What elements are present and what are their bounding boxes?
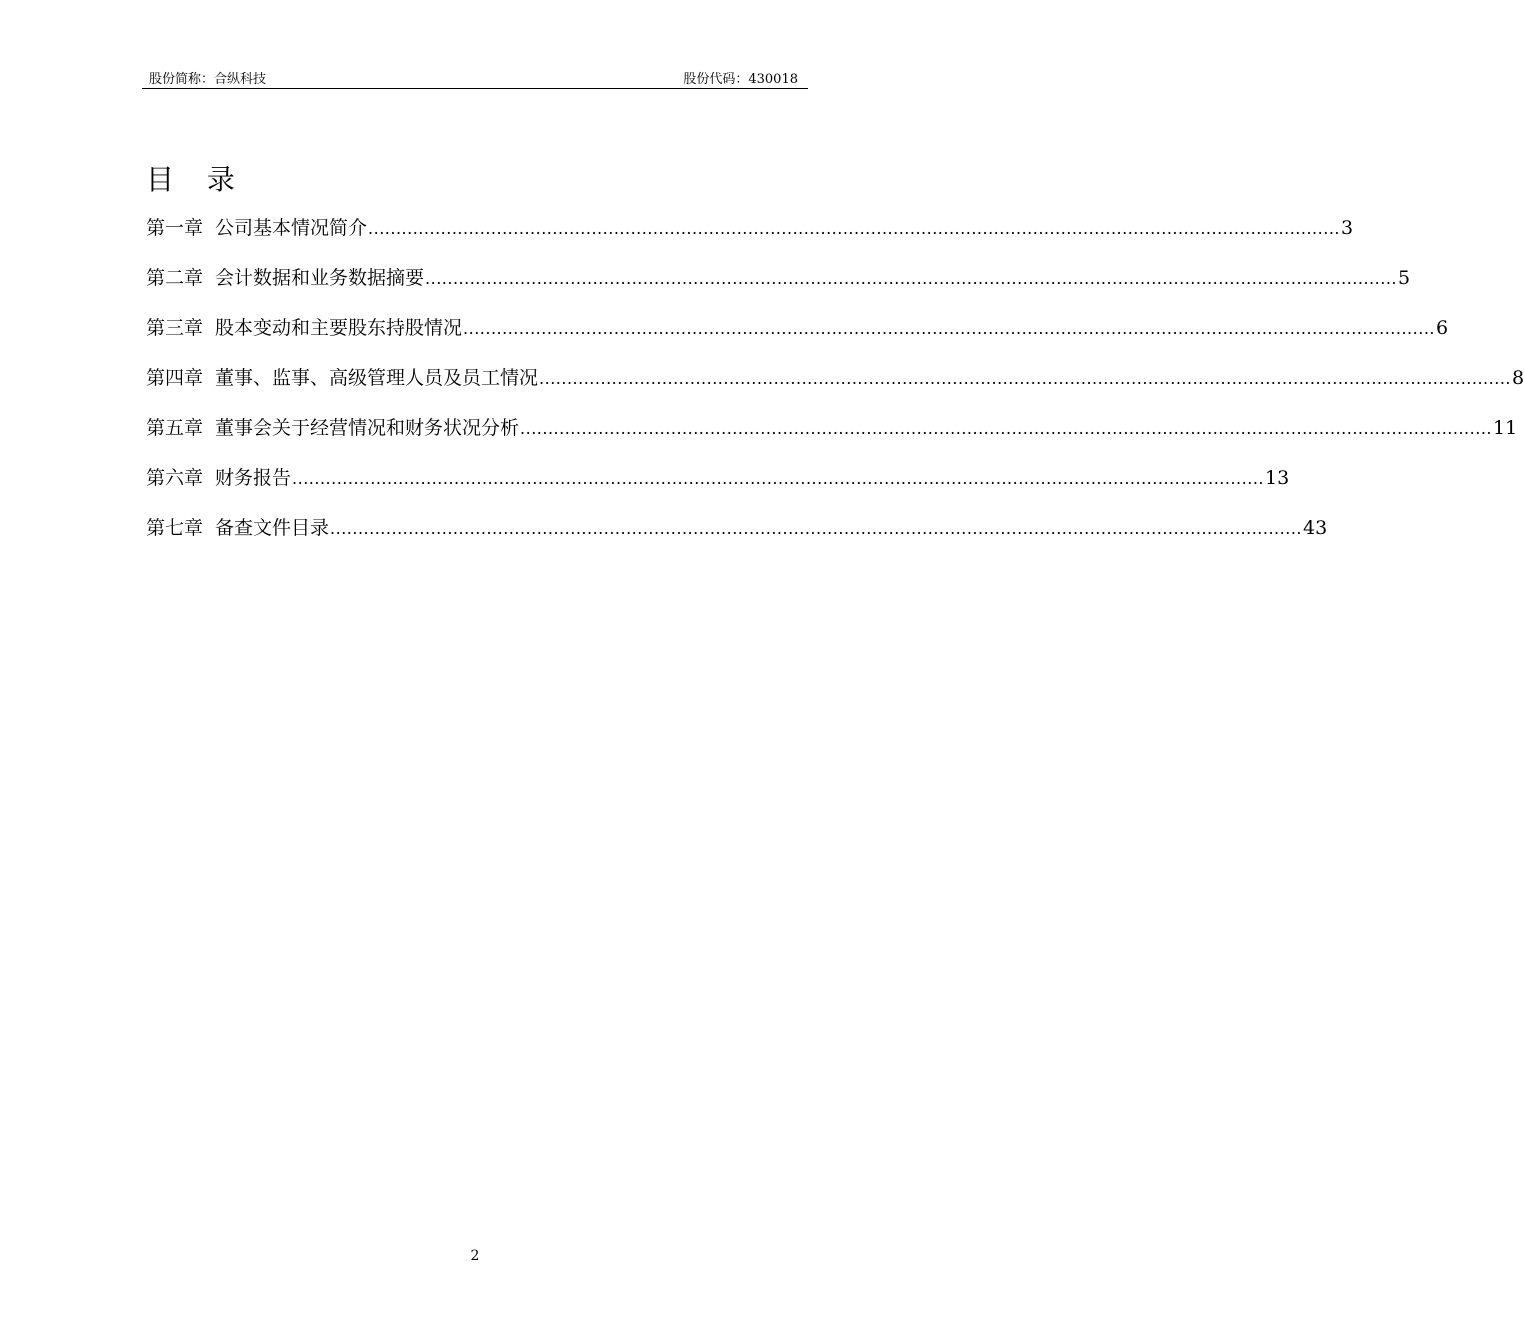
- toc-page-number: 43: [1302, 517, 1328, 539]
- toc-entry-chapter-7[interactable]: [146, 513, 1328, 563]
- toc-page-number: 5: [1397, 267, 1411, 289]
- page-header: [142, 66, 808, 89]
- toc-entry-chapter-4[interactable]: [146, 363, 1524, 413]
- toc-chapter-title: 备查文件目录: [215, 517, 330, 539]
- toc-dot-leader: ..............................................................................................................................................................................: [539, 369, 1511, 388]
- toc-dot-leader: ..............................................................................................................................................................................: [520, 419, 1492, 438]
- toc-chapter-title: 股本变动和主要股东持股情况: [215, 317, 463, 339]
- toc-entry-chapter-1[interactable]: [146, 213, 1354, 263]
- toc-list: [146, 213, 1524, 563]
- toc-dot-leader: ..............................................................................................................................................................................: [292, 469, 1264, 488]
- toc-page-number: 13: [1264, 467, 1290, 489]
- toc-page-number: 3: [1340, 217, 1354, 239]
- toc-dot-leader: ..............................................................................................................................................................................: [330, 519, 1302, 538]
- toc-dot-leader: ..............................................................................................................................................................................: [463, 319, 1435, 338]
- toc-page-number: 11: [1492, 417, 1518, 439]
- toc-entry-chapter-3[interactable]: [146, 313, 1449, 363]
- toc-title: 目 录: [146, 163, 247, 196]
- toc-chapter-number: 第一章: [146, 217, 204, 239]
- toc-dot-leader: ..............................................................................................................................................................................: [368, 219, 1340, 238]
- toc-chapter-number: 第五章: [146, 417, 204, 439]
- toc-chapter-number: 第七章: [146, 517, 204, 539]
- toc-entry-chapter-6[interactable]: [146, 463, 1290, 513]
- toc-page-number: 6: [1435, 317, 1449, 339]
- toc-chapter-title: 会计数据和业务数据摘要: [215, 267, 425, 289]
- stock-code: 股份代码：430018: [683, 72, 798, 87]
- toc-chapter-number: 第二章: [146, 267, 204, 289]
- stock-short-name: 股份简称：合纵科技: [149, 72, 267, 87]
- toc-chapter-number: 第六章: [146, 467, 204, 489]
- toc-chapter-title: 董事、监事、高级管理人员及员工情况: [215, 367, 539, 389]
- toc-chapter-title: 公司基本情况简介: [215, 217, 368, 239]
- toc-chapter-title: 董事会关于经营情况和财务状况分析: [215, 417, 520, 439]
- toc-chapter-title: 财务报告: [215, 467, 292, 489]
- toc-dot-leader: ..............................................................................................................................................................................: [425, 269, 1397, 288]
- toc-entry-chapter-5[interactable]: [146, 413, 1518, 463]
- toc-chapter-number: 第三章: [146, 317, 204, 339]
- toc-chapter-number: 第四章: [146, 367, 204, 389]
- toc-entry-chapter-2[interactable]: [146, 263, 1411, 313]
- footer-page-number: 2: [470, 1248, 480, 1264]
- toc-page-number: 8: [1511, 367, 1524, 389]
